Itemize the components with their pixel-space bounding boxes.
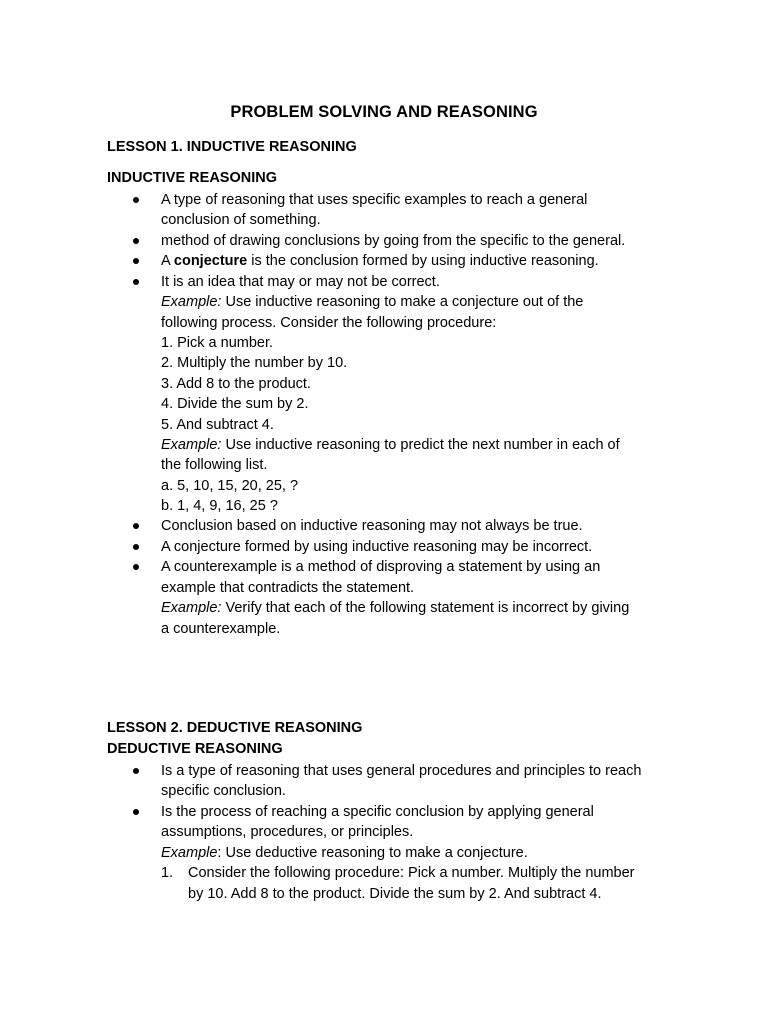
lesson2-example: Example: Use deductive reasoning to make a conjecture.: [161, 845, 528, 861]
example2-line1: Example: Use inductive reasoning to predict the next number in each of: [161, 437, 620, 453]
example2-line2: the following list.: [161, 457, 268, 473]
bullet-icon: [133, 279, 139, 285]
conjecture-term: conjecture: [173, 253, 248, 269]
lesson1-bullet5: Conclusion based on inductive reasoning may not always be true.: [161, 518, 583, 534]
numbered-item-number: 1.: [161, 865, 174, 881]
example3-line2: a counterexample.: [161, 621, 281, 637]
lesson1-bullet2: method of drawing conclusions by going from the specific to the general.: [161, 233, 626, 249]
lesson2-bullet2-line1: Is the process of reaching a specific conclusion by applying general: [161, 804, 594, 820]
lesson1-bullet3: A conjecture is the conclusion formed by using inductive reasoning.: [161, 253, 599, 269]
example-label: Example: [161, 845, 218, 861]
lesson1-bullet1-line2: conclusion of something.: [161, 212, 321, 228]
bullet-icon: [133, 809, 139, 815]
lesson2-bullet2-line2: assumptions, procedures, or principles.: [161, 824, 414, 840]
lesson1-heading: LESSON 1. INDUCTIVE REASONING: [107, 139, 357, 155]
lesson2-heading: LESSON 2. DEDUCTIVE REASONING: [107, 720, 363, 736]
bullet-icon: [133, 197, 139, 203]
example-label: Example:: [161, 294, 222, 310]
numbered-item-line1: Consider the following procedure: Pick a number. Multiply the number: [188, 865, 635, 881]
example-label: Example:: [161, 437, 222, 453]
step-2: 2. Multiply the number by 10.: [161, 355, 348, 371]
bullet-icon: [133, 523, 139, 529]
bullet-icon: [133, 564, 139, 570]
bullet-icon: [133, 238, 139, 244]
lesson1-bullet1-line1: A type of reasoning that uses specific examples to reach a general: [161, 192, 588, 208]
lesson2-bullet1-line1: Is a type of reasoning that uses general procedures and principles to reach: [161, 763, 642, 779]
numbered-item-line2: by 10. Add 8 to the product. Divide the sum by 2. And subtract 4.: [188, 886, 602, 902]
lesson2-subheading: DEDUCTIVE REASONING: [107, 741, 283, 757]
lesson1-subheading: INDUCTIVE REASONING: [107, 170, 277, 186]
bullet-icon: [133, 258, 139, 264]
lesson1-bullet7-line2: example that contradicts the statement.: [161, 580, 415, 596]
document-title: PROBLEM SOLVING AND REASONING: [230, 103, 538, 121]
bullet-icon: [133, 544, 139, 550]
step-3: 3. Add 8 to the product.: [161, 376, 311, 392]
lesson1-bullet6: A conjecture formed by using inductive reasoning may be incorrect.: [161, 539, 593, 555]
bullet-icon: [133, 768, 139, 774]
lesson1-bullet7-line1: A counterexample is a method of disproving a statement by using an: [161, 559, 601, 575]
list-b: b. 1, 4, 9, 16, 25 ?: [161, 498, 278, 514]
step-5: 5. And subtract 4.: [161, 417, 274, 433]
list-a: a. 5, 10, 15, 20, 25, ?: [161, 478, 299, 494]
example1-line1: Example: Use inductive reasoning to make a conjecture out of the: [161, 294, 584, 310]
example-label: Example:: [161, 600, 222, 616]
example3-line1: Example: Verify that each of the following statement is incorrect by giving: [161, 600, 630, 616]
lesson2-bullet1-line2: specific conclusion.: [161, 783, 286, 799]
lesson1-bullet4: It is an idea that may or may not be correct.: [161, 274, 440, 290]
step-4: 4. Divide the sum by 2.: [161, 396, 309, 412]
example1-line2: following process. Consider the following procedure:: [161, 315, 497, 331]
step-1: 1. Pick a number.: [161, 335, 274, 351]
